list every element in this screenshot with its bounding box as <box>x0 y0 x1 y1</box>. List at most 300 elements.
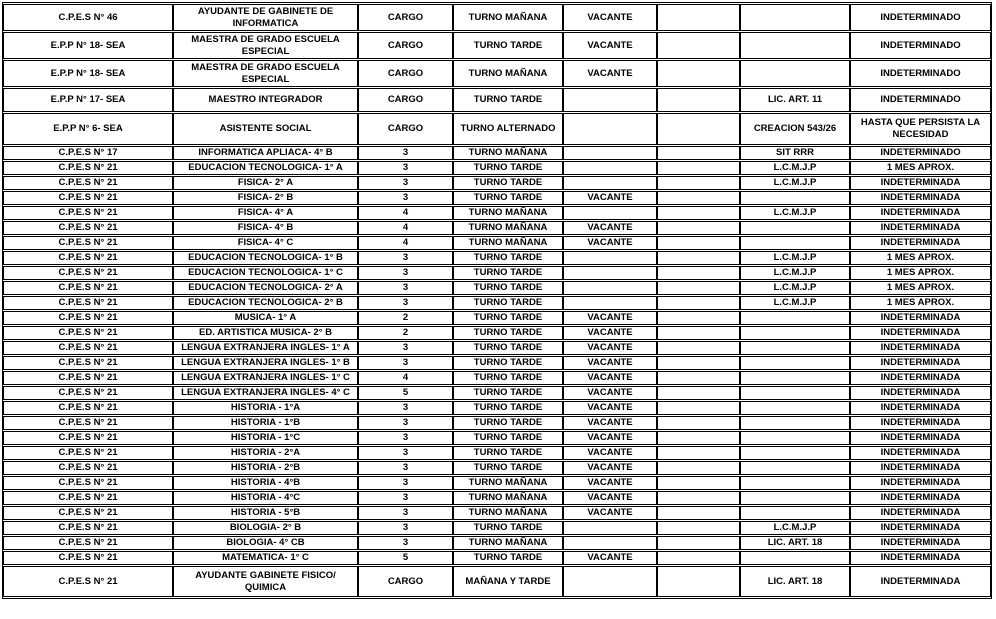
cell-hours_or_cargo: 3 <box>358 251 453 265</box>
cell-duration: INDETERMINADA <box>850 356 991 370</box>
cell-school: C.P.E.S N° 21 <box>3 536 173 550</box>
cell-observation: L.C.M.J.P <box>740 296 850 310</box>
cell-shift: TURNO MAÑANA <box>453 221 563 235</box>
cell-school: C.P.E.S N° 21 <box>3 176 173 190</box>
cell-observation: L.C.M.J.P <box>740 266 850 280</box>
table-row <box>3 386 991 400</box>
cell-duration: INDETERMINADA <box>850 311 991 325</box>
cell-position: EDUCACION TECNOLOGICA- 2° A <box>173 281 358 295</box>
cell-shift: TURNO TARDE <box>453 296 563 310</box>
cell-vacancy <box>563 113 657 145</box>
cell-hours_or_cargo: 2 <box>358 326 453 340</box>
cell-shift: TURNO TARDE <box>453 416 563 430</box>
cell-duration: HASTA QUE PERSISTA LA NECESIDAD <box>850 113 991 145</box>
cell-observation <box>740 476 850 490</box>
cell-vacancy: VACANTE <box>563 371 657 385</box>
cell-position: HISTORIA - 1°C <box>173 431 358 445</box>
cell-observation <box>740 191 850 205</box>
cell-position: HISTORIA - 2°A <box>173 446 358 460</box>
cell-observation: LIC. ART. 18 <box>740 566 850 597</box>
cell-position: FISICA- 4° B <box>173 221 358 235</box>
cell-hours_or_cargo: 3 <box>358 536 453 550</box>
table-row <box>3 60 991 87</box>
cell-vacancy <box>563 521 657 535</box>
cell-school: E.P.P N° 17- SEA <box>3 88 173 112</box>
cell-vacancy: VACANTE <box>563 60 657 87</box>
cell-hours_or_cargo: 3 <box>358 176 453 190</box>
cell-observation: L.C.M.J.P <box>740 251 850 265</box>
cell-shift: TURNO TARDE <box>453 88 563 112</box>
assignments-table-body <box>3 4 991 597</box>
cell-duration: INDETERMINADA <box>850 506 991 520</box>
table-row <box>3 311 991 325</box>
cell-shift: TURNO MAÑANA <box>453 60 563 87</box>
cell-extra <box>657 266 740 280</box>
cell-extra <box>657 566 740 597</box>
table-row <box>3 506 991 520</box>
cell-duration: INDETERMINADA <box>850 401 991 415</box>
table-row <box>3 113 991 145</box>
cell-extra <box>657 401 740 415</box>
table-row <box>3 356 991 370</box>
cell-school: E.P.P N° 18- SEA <box>3 60 173 87</box>
cell-school: C.P.E.S N° 21 <box>3 236 173 250</box>
cell-duration: INDETERMINADA <box>850 521 991 535</box>
cell-observation: L.C.M.J.P <box>740 176 850 190</box>
cell-vacancy: VACANTE <box>563 401 657 415</box>
cell-duration: INDETERMINADA <box>850 491 991 505</box>
cell-observation <box>740 401 850 415</box>
cell-extra <box>657 326 740 340</box>
cell-position: EDUCACION TECNOLOGICA- 1° B <box>173 251 358 265</box>
table-row <box>3 551 991 565</box>
table-row <box>3 176 991 190</box>
cell-position: HISTORIA - 1°A <box>173 401 358 415</box>
cell-shift: TURNO TARDE <box>453 371 563 385</box>
cell-school: C.P.E.S N° 21 <box>3 221 173 235</box>
table-row <box>3 536 991 550</box>
cell-extra <box>657 236 740 250</box>
cell-vacancy <box>563 281 657 295</box>
cell-hours_or_cargo: CARGO <box>358 88 453 112</box>
cell-shift: TURNO MAÑANA <box>453 146 563 160</box>
cell-school: C.P.E.S N° 21 <box>3 161 173 175</box>
cell-position: HISTORIA - 4°C <box>173 491 358 505</box>
cell-school: C.P.E.S N° 21 <box>3 416 173 430</box>
cell-vacancy <box>563 88 657 112</box>
cell-duration: 1 MES APROX. <box>850 161 991 175</box>
cell-vacancy: VACANTE <box>563 311 657 325</box>
cell-position: LENGUA EXTRANJERA INGLES- 1° C <box>173 371 358 385</box>
cell-shift: TURNO MAÑANA <box>453 206 563 220</box>
cell-observation <box>740 551 850 565</box>
cell-duration: INDETERMINADA <box>850 236 991 250</box>
cell-duration: 1 MES APROX. <box>850 296 991 310</box>
cell-observation <box>740 416 850 430</box>
cell-shift: TURNO MAÑANA <box>453 491 563 505</box>
cell-hours_or_cargo: 3 <box>358 521 453 535</box>
cell-duration: INDETERMINADO <box>850 4 991 31</box>
assignments-table <box>2 2 992 599</box>
cell-position: FISICA- 4° A <box>173 206 358 220</box>
table-row <box>3 341 991 355</box>
cell-school: C.P.E.S N° 21 <box>3 476 173 490</box>
cell-extra <box>657 206 740 220</box>
cell-duration: INDETERMINADA <box>850 371 991 385</box>
cell-vacancy <box>563 536 657 550</box>
cell-observation <box>740 236 850 250</box>
cell-school: C.P.E.S N° 17 <box>3 146 173 160</box>
cell-observation <box>740 341 850 355</box>
cell-extra <box>657 113 740 145</box>
cell-duration: INDETERMINADO <box>850 146 991 160</box>
cell-school: C.P.E.S N° 21 <box>3 491 173 505</box>
cell-position: MUSICA- 1° A <box>173 311 358 325</box>
cell-school: C.P.E.S N° 21 <box>3 266 173 280</box>
cell-school: C.P.E.S N° 21 <box>3 461 173 475</box>
cell-duration: INDETERMINADA <box>850 386 991 400</box>
cell-position: MAESTRA DE GRADO ESCUELA ESPECIAL <box>173 32 358 59</box>
cell-shift: TURNO MAÑANA <box>453 4 563 31</box>
table-row <box>3 251 991 265</box>
cell-position: EDUCACION TECNOLOGICA- 1° C <box>173 266 358 280</box>
table-row <box>3 266 991 280</box>
cell-duration: INDETERMINADO <box>850 88 991 112</box>
cell-position: HISTORIA - 4°B <box>173 476 358 490</box>
cell-position: FISICA- 2° A <box>173 176 358 190</box>
cell-hours_or_cargo: 3 <box>358 161 453 175</box>
cell-observation: L.C.M.J.P <box>740 161 850 175</box>
cell-hours_or_cargo: 3 <box>358 491 453 505</box>
cell-observation <box>740 506 850 520</box>
cell-duration: INDETERMINADA <box>850 446 991 460</box>
cell-duration: 1 MES APROX. <box>850 281 991 295</box>
cell-shift: TURNO TARDE <box>453 326 563 340</box>
table-row <box>3 221 991 235</box>
cell-hours_or_cargo: CARGO <box>358 32 453 59</box>
cell-vacancy: VACANTE <box>563 386 657 400</box>
cell-position: ED. ARTISTICA MUSICA- 2° B <box>173 326 358 340</box>
cell-shift: TURNO TARDE <box>453 461 563 475</box>
cell-shift: TURNO TARDE <box>453 521 563 535</box>
cell-shift: TURNO MAÑANA <box>453 506 563 520</box>
cell-observation <box>740 4 850 31</box>
cell-hours_or_cargo: CARGO <box>358 566 453 597</box>
table-row <box>3 146 991 160</box>
cell-position: BIOLOGIA- 4° CB <box>173 536 358 550</box>
cell-observation: SIT RRR <box>740 146 850 160</box>
cell-school: C.P.E.S N° 21 <box>3 386 173 400</box>
cell-school: C.P.E.S N° 21 <box>3 191 173 205</box>
cell-position: LENGUA EXTRANJERA INGLES- 1° B <box>173 356 358 370</box>
cell-school: C.P.E.S N° 21 <box>3 371 173 385</box>
cell-vacancy <box>563 296 657 310</box>
cell-duration: INDETERMINADA <box>850 431 991 445</box>
cell-shift: TURNO TARDE <box>453 161 563 175</box>
cell-observation <box>740 371 850 385</box>
cell-extra <box>657 341 740 355</box>
cell-hours_or_cargo: 3 <box>358 146 453 160</box>
cell-extra <box>657 446 740 460</box>
cell-shift: MAÑANA Y TARDE <box>453 566 563 597</box>
cell-hours_or_cargo: 3 <box>358 296 453 310</box>
cell-duration: INDETERMINADA <box>850 206 991 220</box>
cell-hours_or_cargo: 3 <box>358 476 453 490</box>
cell-duration: INDETERMINADA <box>850 551 991 565</box>
cell-school: C.P.E.S N° 21 <box>3 296 173 310</box>
cell-extra <box>657 386 740 400</box>
cell-observation: L.C.M.J.P <box>740 281 850 295</box>
cell-school: C.P.E.S N° 21 <box>3 311 173 325</box>
cell-vacancy: VACANTE <box>563 32 657 59</box>
cell-position: EDUCACION TECNOLOGICA- 2° B <box>173 296 358 310</box>
cell-hours_or_cargo: 4 <box>358 371 453 385</box>
cell-position: INFORMATICA APLIACA- 4° B <box>173 146 358 160</box>
table-row <box>3 236 991 250</box>
cell-position: LENGUA EXTRANJERA INGLES- 1° A <box>173 341 358 355</box>
cell-position: ASISTENTE SOCIAL <box>173 113 358 145</box>
cell-vacancy: VACANTE <box>563 236 657 250</box>
cell-shift: TURNO TARDE <box>453 356 563 370</box>
table-row <box>3 371 991 385</box>
cell-duration: INDETERMINADO <box>850 32 991 59</box>
cell-extra <box>657 32 740 59</box>
cell-vacancy <box>563 251 657 265</box>
cell-extra <box>657 521 740 535</box>
cell-extra <box>657 161 740 175</box>
cell-duration: INDETERMINADA <box>850 476 991 490</box>
cell-vacancy: VACANTE <box>563 326 657 340</box>
cell-vacancy: VACANTE <box>563 461 657 475</box>
cell-shift: TURNO TARDE <box>453 551 563 565</box>
cell-shift: TURNO MAÑANA <box>453 476 563 490</box>
cell-school: C.P.E.S N° 21 <box>3 551 173 565</box>
cell-shift: TURNO TARDE <box>453 431 563 445</box>
cell-position: AYUDANTE DE GABINETE DE INFORMATICA <box>173 4 358 31</box>
table-row <box>3 281 991 295</box>
cell-hours_or_cargo: 5 <box>358 386 453 400</box>
cell-hours_or_cargo: 3 <box>358 356 453 370</box>
cell-hours_or_cargo: 3 <box>358 341 453 355</box>
cell-position: HISTORIA - 1°B <box>173 416 358 430</box>
cell-vacancy: VACANTE <box>563 416 657 430</box>
cell-duration: INDETERMINADA <box>850 536 991 550</box>
cell-extra <box>657 191 740 205</box>
cell-extra <box>657 311 740 325</box>
cell-shift: TURNO TARDE <box>453 281 563 295</box>
table-row <box>3 521 991 535</box>
cell-observation <box>740 32 850 59</box>
cell-shift: TURNO TARDE <box>453 251 563 265</box>
cell-hours_or_cargo: 3 <box>358 461 453 475</box>
cell-school: C.P.E.S N° 21 <box>3 521 173 535</box>
cell-school: C.P.E.S N° 21 <box>3 506 173 520</box>
cell-observation <box>740 431 850 445</box>
cell-position: MATEMATICA- 1° C <box>173 551 358 565</box>
cell-school: E.P.P N° 18- SEA <box>3 32 173 59</box>
cell-duration: INDETERMINADA <box>850 461 991 475</box>
cell-vacancy: VACANTE <box>563 356 657 370</box>
cell-shift: TURNO TARDE <box>453 266 563 280</box>
cell-vacancy <box>563 161 657 175</box>
cell-extra <box>657 461 740 475</box>
cell-extra <box>657 221 740 235</box>
cell-duration: INDETERMINADA <box>850 326 991 340</box>
cell-shift: TURNO TARDE <box>453 191 563 205</box>
cell-vacancy: VACANTE <box>563 551 657 565</box>
cell-school: E.P.P N° 6- SEA <box>3 113 173 145</box>
cell-observation <box>740 60 850 87</box>
table-row <box>3 491 991 505</box>
cell-position: AYUDANTE GABINETE FISICO/ QUIMICA <box>173 566 358 597</box>
table-row <box>3 161 991 175</box>
cell-duration: INDETERMINADA <box>850 416 991 430</box>
cell-vacancy: VACANTE <box>563 221 657 235</box>
cell-extra <box>657 536 740 550</box>
table-row <box>3 431 991 445</box>
cell-extra <box>657 371 740 385</box>
cell-hours_or_cargo: 2 <box>358 311 453 325</box>
cell-school: C.P.E.S N° 21 <box>3 341 173 355</box>
cell-shift: TURNO ALTERNADO <box>453 113 563 145</box>
cell-duration: INDETERMINADA <box>850 341 991 355</box>
cell-hours_or_cargo: 3 <box>358 416 453 430</box>
cell-shift: TURNO TARDE <box>453 176 563 190</box>
cell-vacancy: VACANTE <box>563 476 657 490</box>
cell-school: C.P.E.S N° 21 <box>3 356 173 370</box>
cell-extra <box>657 88 740 112</box>
cell-duration: INDETERMINADA <box>850 221 991 235</box>
table-row <box>3 416 991 430</box>
cell-observation <box>740 491 850 505</box>
cell-hours_or_cargo: CARGO <box>358 4 453 31</box>
cell-observation <box>740 356 850 370</box>
cell-vacancy: VACANTE <box>563 341 657 355</box>
cell-observation: CREACION 543/26 <box>740 113 850 145</box>
cell-position: HISTORIA - 2°B <box>173 461 358 475</box>
table-row <box>3 326 991 340</box>
cell-school: C.P.E.S N° 21 <box>3 431 173 445</box>
cell-observation <box>740 446 850 460</box>
cell-position: FISICA- 2° B <box>173 191 358 205</box>
cell-extra <box>657 281 740 295</box>
cell-school: C.P.E.S N° 21 <box>3 446 173 460</box>
cell-observation <box>740 326 850 340</box>
table-row <box>3 4 991 31</box>
cell-hours_or_cargo: 4 <box>358 236 453 250</box>
cell-shift: TURNO MAÑANA <box>453 536 563 550</box>
cell-duration: INDETERMINADA <box>850 566 991 597</box>
cell-vacancy: VACANTE <box>563 4 657 31</box>
cell-school: C.P.E.S N° 21 <box>3 401 173 415</box>
cell-observation: LIC. ART. 11 <box>740 88 850 112</box>
cell-hours_or_cargo: 4 <box>358 206 453 220</box>
table-row <box>3 446 991 460</box>
cell-extra <box>657 491 740 505</box>
table-row <box>3 32 991 59</box>
cell-position: MAESTRA DE GRADO ESCUELA ESPECIAL <box>173 60 358 87</box>
cell-school: C.P.E.S N° 21 <box>3 251 173 265</box>
cell-position: HISTORIA - 5°B <box>173 506 358 520</box>
table-row <box>3 566 991 597</box>
cell-extra <box>657 416 740 430</box>
table-row <box>3 191 991 205</box>
cell-extra <box>657 476 740 490</box>
cell-extra <box>657 176 740 190</box>
cell-position: EDUCACION TECNOLOGICA- 1° A <box>173 161 358 175</box>
cell-observation <box>740 311 850 325</box>
cell-vacancy <box>563 266 657 280</box>
cell-observation <box>740 461 850 475</box>
cell-duration: INDETERMINADO <box>850 60 991 87</box>
cell-extra <box>657 551 740 565</box>
cell-shift: TURNO TARDE <box>453 446 563 460</box>
table-row <box>3 461 991 475</box>
cell-hours_or_cargo: 3 <box>358 281 453 295</box>
cell-school: C.P.E.S N° 46 <box>3 4 173 31</box>
cell-vacancy <box>563 176 657 190</box>
cell-position: MAESTRO INTEGRADOR <box>173 88 358 112</box>
cell-duration: 1 MES APROX. <box>850 266 991 280</box>
cell-position: BIOLOGIA- 2° B <box>173 521 358 535</box>
cell-position: LENGUA EXTRANJERA INGLES- 4° C <box>173 386 358 400</box>
cell-vacancy: VACANTE <box>563 191 657 205</box>
cell-hours_or_cargo: 4 <box>358 221 453 235</box>
cell-hours_or_cargo: CARGO <box>358 60 453 87</box>
cell-observation: L.C.M.J.P <box>740 521 850 535</box>
cell-shift: TURNO TARDE <box>453 32 563 59</box>
table-row <box>3 296 991 310</box>
cell-hours_or_cargo: 5 <box>358 551 453 565</box>
cell-hours_or_cargo: 3 <box>358 266 453 280</box>
cell-hours_or_cargo: 3 <box>358 446 453 460</box>
cell-shift: TURNO MAÑANA <box>453 236 563 250</box>
cell-vacancy <box>563 566 657 597</box>
cell-observation <box>740 221 850 235</box>
cell-extra <box>657 60 740 87</box>
cell-shift: TURNO TARDE <box>453 311 563 325</box>
cell-extra <box>657 506 740 520</box>
cell-vacancy: VACANTE <box>563 491 657 505</box>
cell-observation <box>740 386 850 400</box>
cell-school: C.P.E.S N° 21 <box>3 281 173 295</box>
cell-shift: TURNO TARDE <box>453 401 563 415</box>
cell-hours_or_cargo: 3 <box>358 401 453 415</box>
cell-school: C.P.E.S N° 21 <box>3 206 173 220</box>
cell-vacancy <box>563 206 657 220</box>
cell-duration: 1 MES APROX. <box>850 251 991 265</box>
cell-vacancy <box>563 146 657 160</box>
cell-school: C.P.E.S N° 21 <box>3 566 173 597</box>
cell-vacancy: VACANTE <box>563 446 657 460</box>
cell-extra <box>657 4 740 31</box>
cell-duration: INDETERMINADA <box>850 176 991 190</box>
cell-hours_or_cargo: CARGO <box>358 113 453 145</box>
table-row <box>3 88 991 112</box>
cell-vacancy: VACANTE <box>563 506 657 520</box>
cell-extra <box>657 431 740 445</box>
cell-extra <box>657 296 740 310</box>
cell-position: FISICA- 4° C <box>173 236 358 250</box>
cell-vacancy: VACANTE <box>563 431 657 445</box>
table-row <box>3 401 991 415</box>
table-row <box>3 206 991 220</box>
cell-hours_or_cargo: 3 <box>358 506 453 520</box>
cell-duration: INDETERMINADA <box>850 191 991 205</box>
table-row <box>3 476 991 490</box>
cell-school: C.P.E.S N° 21 <box>3 326 173 340</box>
cell-hours_or_cargo: 3 <box>358 431 453 445</box>
